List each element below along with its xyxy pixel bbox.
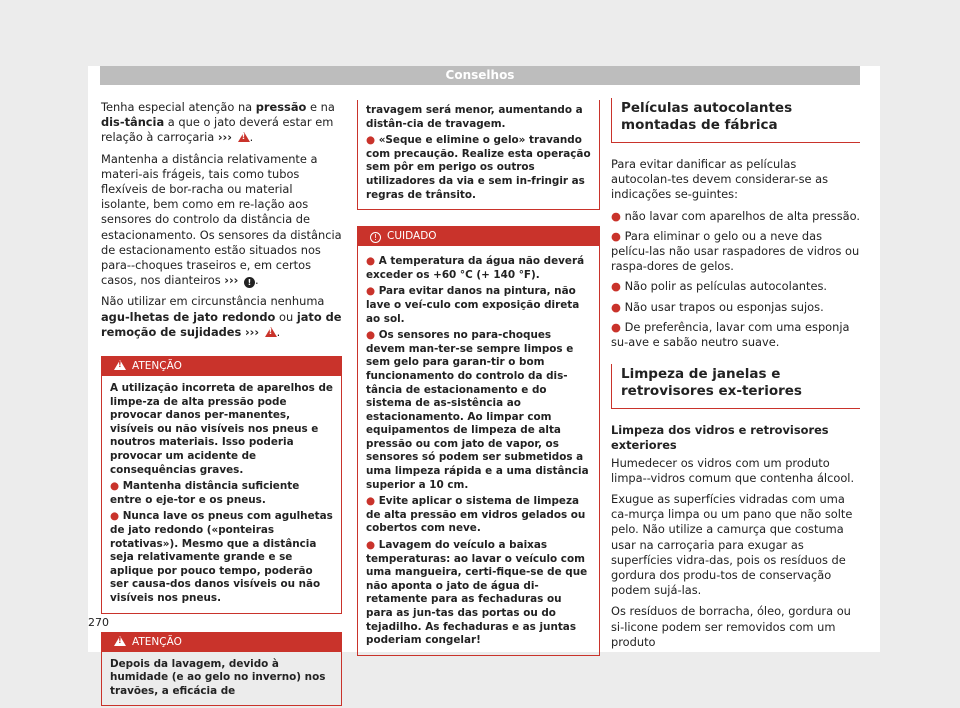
list-item: ● «Seque e elimine o gelo» travando com precaução. Realize esta operação sem pôr em perigo os outros utilizadores da via e sem in-fringir as regras de trânsito. bbox=[366, 134, 591, 201]
list-item: ● Evite aplicar o sistema de limpeza de alta pressão em vidros gelados ou cobertos com neve. bbox=[366, 495, 586, 535]
page-header: Conselhos bbox=[100, 66, 860, 85]
list-item: ● não lavar com aparelhos de alta pressão. bbox=[611, 208, 861, 223]
paragraph: Exugue as superfícies vidradas com uma ca-murça limpa ou um pano que não solte pelo. Não utilize a camurça que costuma usar na carroçaria para exugar as superfícies vidra-das, pois os resíduos de gordura dos produ-tos de conservação podem sujá-las. bbox=[611, 492, 853, 598]
exclamation-circle-icon: ! bbox=[244, 277, 255, 288]
section-title: Limpeza de janelas e retrovisores ex-teriores bbox=[611, 366, 860, 409]
list-item: ● Para evitar danos na pintura, não lave o veí-culo com exposição direta ao sol. bbox=[366, 285, 580, 325]
list-item: ● A temperatura da água não deverá exceder os +60 °C (+ 140 °F). bbox=[366, 255, 585, 281]
list-item: ● Não usar trapos ou esponjas sujos. bbox=[611, 299, 824, 314]
list-item: ● Para eliminar o gelo ou a neve das pelícu-las não usar raspadores de vidros ou raspa-dores de gelos. bbox=[611, 228, 860, 274]
list-item: ● Lavagem do veículo a baixas temperaturas: ao lavar o veículo com uma mangueira, certi-fique-se de que não aponta o jato de água di-retamente para as fechaduras ou para as jun-tas das portas ou do tejadilho. As fechaduras e as juntas poderiam congelar! bbox=[366, 539, 588, 647]
list-item: ● De preferência, lavar com uma esponja su-ave e sabão neutro suave. bbox=[611, 319, 850, 350]
paragraph: Humedecer os vidros com um produto limpa--vidros comum que contenha álcool. bbox=[611, 455, 855, 485]
page-number: 270 bbox=[88, 616, 109, 629]
warning-box-continued: travagem será menor, aumentando a distân-cia de travagem. ● «Seque e elimine o gelo» travando com precaução. Realize esta operação sem pôr em perigo os outros utilizadores da via e sem in-fringir as regras de trânsito. bbox=[357, 100, 600, 210]
warning-box: !ATENÇÃO Depois da lavagem, devido à humidade (e ao gelo no inverno) nos travões, a eficácia de bbox=[101, 632, 342, 707]
warning-box: !ATENÇÃO A utilização incorreta de aparelhos de limpe-za de alta pressão pode provocar danos per-manentes, visíveis ou não visíveis nos pneus e noutros materiais. Isso poderia provocar um acidente de consequências graves. ● Mantenha distância suficiente entre o eje-tor e os pneus. ● Nunca lave os pneus com agulhetas de jato redondo («ponteiras rotativas»). Mesmo que a distância seja relativamente grande e se aplique por pouco tempo, poderão ser causa-dos danos visíveis ou não visíveis nos pneus. bbox=[101, 356, 342, 614]
warning-triangle-icon bbox=[114, 636, 126, 646]
column-3 bbox=[611, 100, 860, 656]
section-title: Películas autocolantes montadas de fábrica bbox=[611, 100, 860, 143]
subsection-title: Limpeza dos vidros e retrovisores exteriores bbox=[611, 423, 829, 453]
warning-triangle-icon bbox=[114, 360, 126, 370]
column-2 bbox=[357, 100, 600, 656]
info-circle-icon: ! bbox=[370, 232, 381, 243]
warning-triangle-icon bbox=[265, 327, 277, 337]
paragraph: Mantenha a distância relativamente a materi-ais frágeis, tais como tubos flexíveis de bor-racha ou material isolante, bem como em re-lação aos sensores do controlo da distância de estacionamento. Os sensores da distância de estacionamento estão situados nos para--choques traseiros e, em certos casos, nos dianteiros ››› ! . bbox=[101, 151, 342, 288]
paragraph: Não utilizar em circunstância nenhuma agu-lhetas de jato redondo ou jato de remoção de sujidades ››› ! . bbox=[101, 294, 342, 340]
caution-box-header: ! CUIDADO bbox=[358, 227, 599, 246]
paragraph: Tenha especial atenção na pressão e na dis-tância a que o jato deverá estar em relação à carroçaria ››› ! . bbox=[101, 100, 342, 146]
list-item: ● Mantenha distância suficiente entre o eje-tor e os pneus. bbox=[110, 480, 300, 506]
paragraph: Os resíduos de borracha, óleo, gordura ou si-licone podem ser removidos com um produto bbox=[611, 604, 851, 649]
warning-box-header: !ATENÇÃO bbox=[102, 357, 341, 376]
column-1 bbox=[101, 100, 342, 706]
warning-box-header: !ATENÇÃO bbox=[102, 633, 341, 652]
warning-triangle-icon bbox=[238, 132, 250, 142]
list-item: ● Não polir as películas autocolantes. bbox=[611, 279, 828, 294]
list-item: ● Nunca lave os pneus com agulhetas de jato redondo («ponteiras rotativas»). Mesmo que a distância seja relativamente grande e se aplique por pouco tempo, poderão ser causa-dos danos visíveis ou não visíveis nos pneus. bbox=[110, 510, 333, 604]
paragraph: Para evitar danificar as películas autocolan-tes devem considerar-se as indicações se-guintes: bbox=[611, 157, 829, 202]
caution-box bbox=[357, 226, 600, 656]
list-item: ● Os sensores no para-choques devem man-ter-se sempre limpos e sem gelo para garan-tir o bom funcionamento do controlo da dis-tância de estacionamento e do sistema de as-sistência ao estacionamento. Ao limpar com equipamentos de limpeza de alta pressão ou com jato de vapor, os sensores só podem ser submetidos a uma limpeza rápida e a uma distância superior a 10 cm. bbox=[366, 329, 589, 491]
